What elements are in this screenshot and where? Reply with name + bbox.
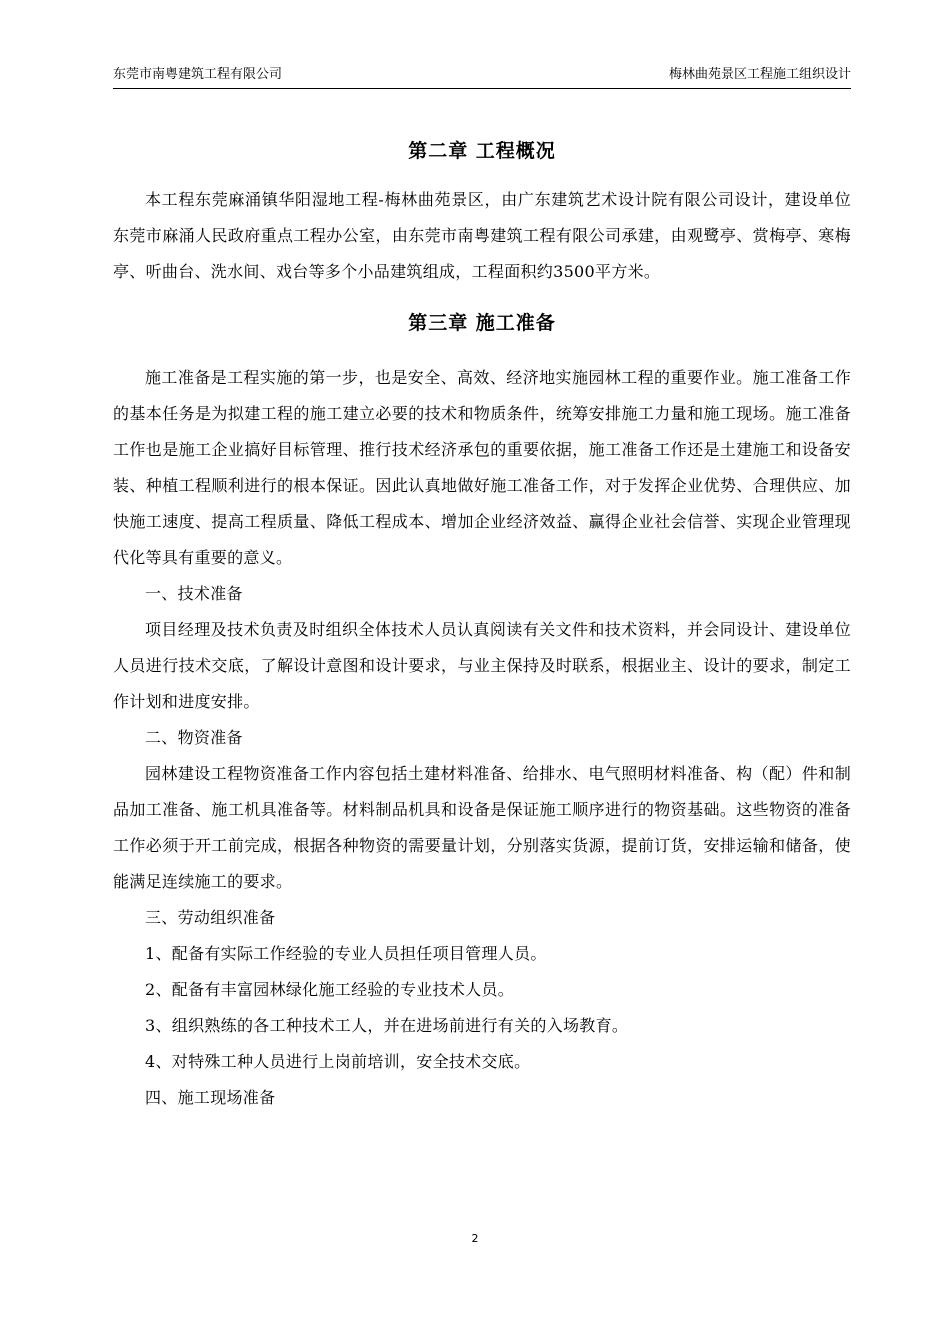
section-heading-materials: 二、物资准备 (145, 728, 243, 747)
labor-item-3: 3、组织熟练的各工种技术工人，并在进场前进行有关的入场教育。 (145, 1016, 629, 1035)
page-body (113, 132, 851, 1116)
section-materials-paragraph: 园林建设工程物资准备工作内容包括土建材料准备、给排水、电气照明材料准备、构（配）件和制品加工准备、施工机具准备等。材料制品机具和设备是保证施工顺序进行的物资基础。这些物资的准备工作必须于开工前完成，根据各种物资的需要量计划，分别落实货源，提前订货，安排运输和储备，使能满足连续施工的要求。 (113, 764, 851, 891)
chapter-2-title: 第二章 工程概况 (408, 140, 556, 162)
labor-item-2: 2、配备有丰富园林绿化施工经验的专业技术人员。 (145, 980, 515, 999)
header-document-title: 梅林曲苑景区工程施工组织设计 (668, 67, 851, 82)
chapter-2-paragraph: 本工程东莞麻涌镇华阳湿地工程-梅林曲苑景区，由广东建筑艺术设计院有限公司设计，建设单位东莞市麻涌人民政府重点工程办公室，由东莞市南粤建筑工程有限公司承建，由观鹭亭、赏梅亭、寒梅亭、听曲台、洗水间、戏台等多个小品建筑组成，工程面积约3500平方米。 (113, 190, 851, 281)
section-heading-labor: 三、劳动组织准备 (145, 908, 276, 927)
chapter-3-intro: 施工准备是工程实施的第一步，也是安全、高效、经济地实施园林工程的重要作业。施工准备工作的基本任务是为拟建工程的施工建立必要的技术和物质条件，统筹安排施工力量和施工现场。施工准备工作也是施工企业搞好目标管理、推行技术经济承包的重要依据，施工准备工作还是土建施工和设备安装、种植工程顺利进行的根本保证。因此认真地做好施工准备工作，对于发挥企业优势、合理供应、加快施工速度、提高工程质量、降低工程成本、增加企业经济效益、赢得企业社会信誉、实现企业管理现代化等具有重要的意义。 (113, 368, 851, 567)
labor-item-4: 4、对特殊工种人员进行上岗前培训，安全技术交底。 (145, 1052, 531, 1071)
page-header (113, 66, 851, 89)
section-heading-technical: 一、技术准备 (145, 584, 243, 603)
header-company: 东莞市南粤建筑工程有限公司 (113, 67, 283, 82)
chapter-3-title: 第三章 施工准备 (408, 312, 556, 334)
section-heading-site: 四、施工现场准备 (145, 1088, 276, 1107)
section-technical-paragraph: 项目经理及技术负责及时组织全体技术人员认真阅读有关文件和技术资料，并会同设计、建设单位人员进行技术交底，了解设计意图和设计要求，与业主保持及时联系，根据业主、设计的要求，制定工作计划和进度安排。 (113, 620, 851, 711)
labor-item-1: 1、配备有实际工作经验的专业人员担任项目管理人员。 (145, 944, 547, 963)
page-number: 2 (471, 1232, 479, 1245)
